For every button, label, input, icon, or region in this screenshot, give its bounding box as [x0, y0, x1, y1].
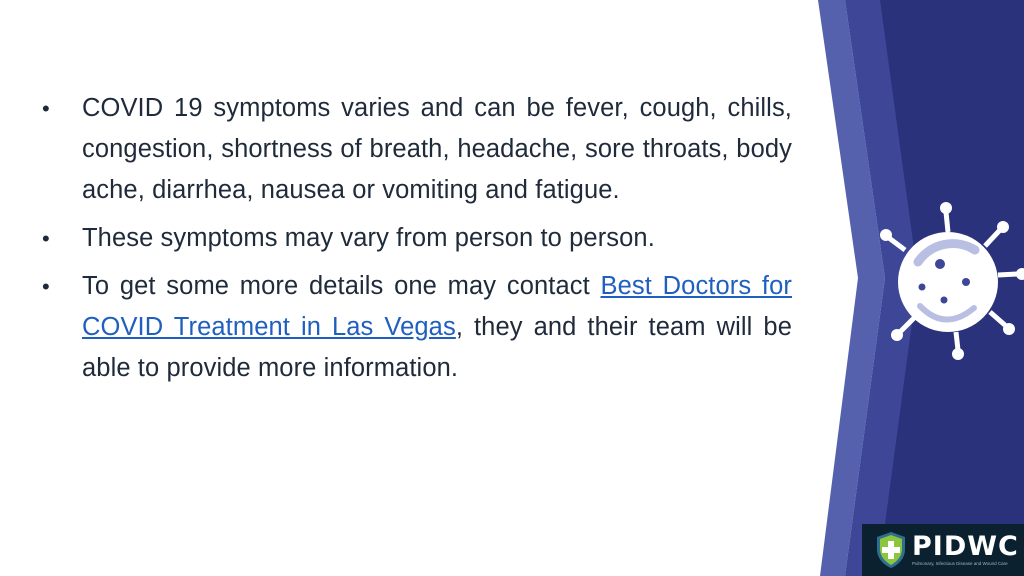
bullet-item [42, 218, 792, 259]
shield-cross-icon [874, 530, 908, 570]
logo-name: PIDWC [912, 531, 1019, 562]
bullet-item [42, 88, 792, 211]
bullet-marker: • [42, 274, 50, 299]
bullet-text-suffix: , they and their team will be able to provide more information. [82, 313, 792, 382]
bullet-text-prefix: To get some more details one may contact [82, 272, 601, 300]
logo-tagline: Pulmonary, Infectious Disease and Wound Care [912, 561, 1008, 566]
pidwc-logo [862, 524, 1024, 576]
bullet-marker: • [42, 226, 50, 251]
bullet-text: These symptoms may vary from person to person. [82, 224, 655, 252]
bullet-marker: • [42, 96, 50, 121]
best-doctors-link[interactable]: Best Doctors for COVID Treatment in Las Vegas [82, 272, 792, 341]
logo-text [912, 533, 1019, 567]
bullet-item [42, 266, 792, 389]
bullet-text: COVID 19 symptoms varies and can be fever, cough, chills, congestion, shortness of breath, headache, sore throats, body ache, diarrhea, nausea or vomiting and fatigue. [82, 94, 792, 204]
bullet-text-with-link [82, 266, 792, 389]
bullet-list [42, 88, 792, 396]
